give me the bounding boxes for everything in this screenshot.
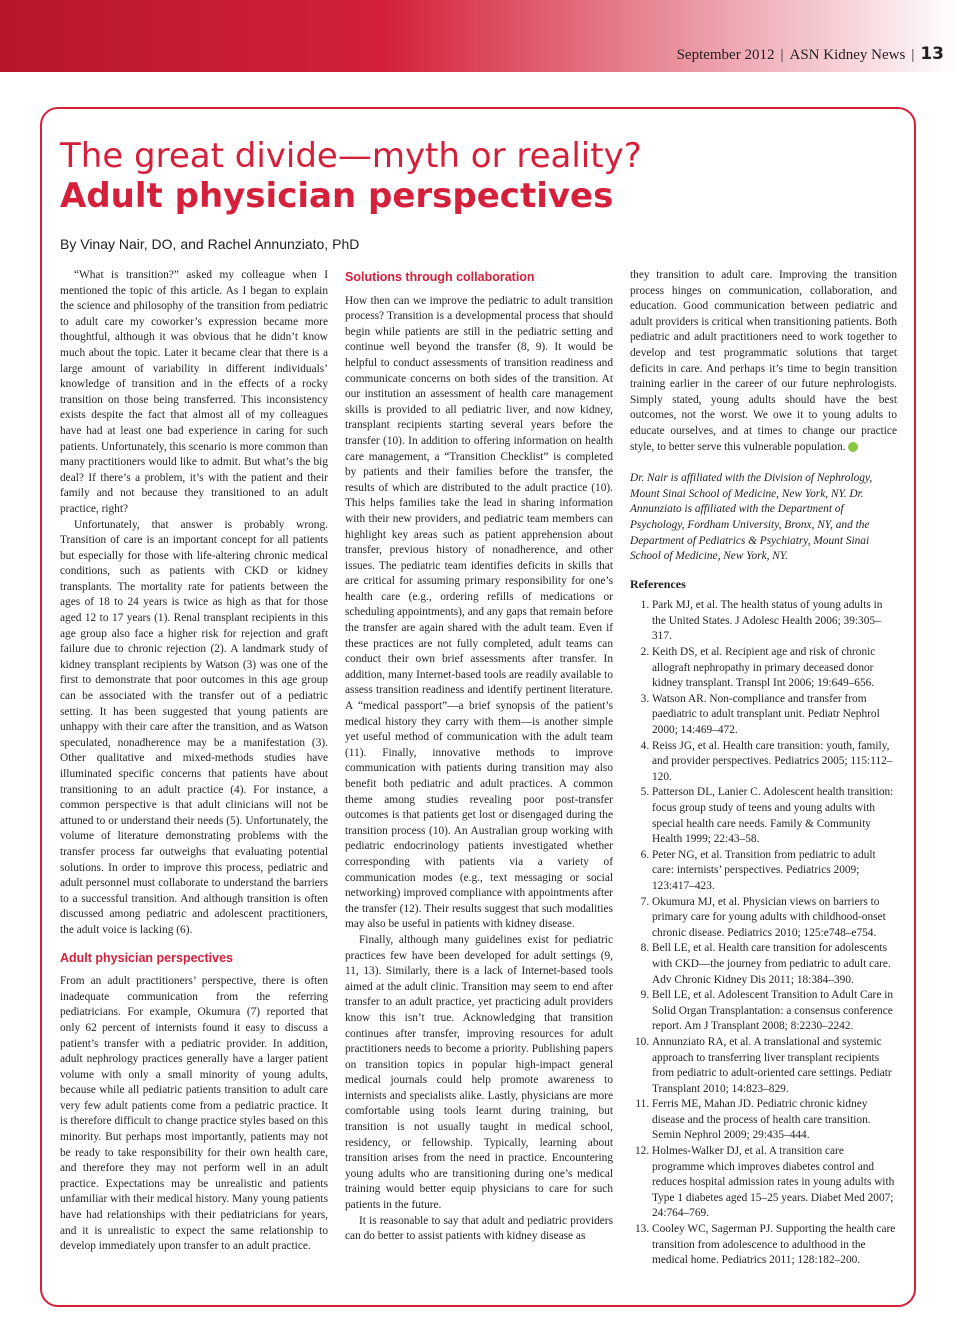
paragraph: It is reasonable to say that adult and pediatric providers can do better to assist patients with kidney disease as	[345, 1214, 613, 1243]
reference-item: 2. Keith DS, et al. Recipient age and risk of chronic allograft nephropathy in primary deceased donor kidney transplant. Transpl Int 2006; 19:649–656.	[652, 645, 897, 692]
issue-date: September 2012	[676, 47, 775, 63]
author-affiliation: Dr. Nair is affiliated with the Division of Nephrology, Mount Sinai School of Medicine, New York, NY. Dr. Annunziato is affiliated with the Department of Psychology, Fordham University, Bronx, NY, and the Department of Pediatrics & Psychiatry, Mount Sinai School of Medicine, New York, NY.	[630, 472, 873, 563]
section-heading: Adult physician perspectives	[60, 950, 233, 965]
byline: By Vinay Nair, DO, and Rachel Annunziato, PhD	[60, 236, 360, 252]
references-heading: References	[630, 576, 686, 591]
reference-item: 10. Annunziato RA, et al. A translational and systemic approach to transferring liver transplant recipients from pediatric to adult-oriented care settings. Pediatr Transplant 2010; 14:823–829.	[652, 1035, 897, 1097]
paragraph: Unfortunately, that answer is probably wrong. Transition of care is an important concept for all patients but especially for those with life-altering chronic medical conditions, such as patients with CKD or kidney transplants. The mortality rate for patients between the ages of 18 to 24 years is twice as high as that for those aged 12 to 17 years (1). Renal transplant recipients in this age group also face a higher risk for rejection and graft failure due to chronic rejection (2). A landmark study of kidney transplant recipients by Watson (3) was one of the first to demonstrate that poor outcomes in this age group can be associated with the transfer out of a pediatric setting. It has been suggested that young patients are unhappy with their care after the transition, and as Watson speculated, nonadherence may be a manifestation (3). Other qualitative and mixed-methods studies have illuminated specific concerns that patients have about transitioning to an adult practice (4). For instance, a common perspective is that adult clinicians will not be attuned to or understand their needs (5). Unfortunately, the volume of literature demonstrating problems with the transfer process far outweighs that evaluating potential solutions. In order to improve this process, pediatric and adult personnel must collaborate to understand the barriers to a successful transition. And although transition is often discussed among pediatric and adolescent practitioners, the adult voice is lacking (6).	[60, 518, 328, 936]
column-1	[60, 268, 328, 1255]
reference-item: 12. Holmes-Walker DJ, et al. A transition care programme which improves diabetes control and reduces hospital admission rates in young adults with Type 1 diabetes aged 15–25 years. Diabet Med 2007; 24:764–769.	[652, 1144, 897, 1222]
reference-item: 8. Bell LE, et al. Health care transition for adolescents with CKD—the journey from pediatric to adult care. Adv Chronic Kidney Dis 2011; 18:384–390.	[652, 941, 897, 988]
header-separator: |	[780, 47, 784, 63]
reference-item: 3. Watson AR. Non-compliance and transfer from paediatric to adult transplant unit. Pediatr Nephrol 2000; 14:469–472.	[652, 692, 897, 739]
running-header	[677, 44, 944, 64]
column-2	[345, 268, 613, 1245]
article-title	[60, 136, 642, 216]
paragraph: Finally, although many guidelines exist for pediatric practices few have been developed for adult settings (9, 11, 13). Similarly, there is a lack of Internet-based tools aimed at the adult clinic. Transition may seem to end after transfer to an adult practice, yet practicing adult providers know this isn’t true. Acknowledging that transition continues after transfer, improving resources for adult practitioners needs to become a priority. Publishing papers on transition topics in popular high-impact general medical journals could help promote awareness to internists and specialists alike. Lastly, physicians are more comfortable using tools learnt during training, but transition is not usually taught in medical school, residency, or fellowship. Typically, learning about transition arises from the need in practice. Encountering young adults who are transitioning during one’s medical training would better equip physicians to care for such patients in the future.	[345, 933, 613, 1212]
end-of-article-marker-icon	[848, 442, 858, 452]
reference-item: 13. Cooley WC, Sagerman PJ. Supporting the health care transition from adolescence to adulthood in the medical home. Pediatrics 2011; 128:182–200.	[652, 1222, 897, 1269]
publication-name: ASN Kidney News	[789, 47, 906, 63]
reference-item: 11. Ferris ME, Mahan JD. Pediatric chronic kidney disease and the process of health care transition. Semin Nephrol 2009; 29:435–444.	[652, 1097, 897, 1144]
paragraph: How then can we improve the pediatric to adult transition process? Transition is a developmental process that should begin while patients are still in the pediatric setting and continue well beyond the transfer (8, 9). It would be helpful to conduct assessments of transition readiness and communicate concerns on both sides of the transition. At our institution an assessment of health care management skills is provided to all pediatric liver, and now kidney, transplant recipients starting several years before the transfer (10). In addition to offering information on health care management, a “Transition Checklist” is completed by patients and their families before the transfer, the results of which are distributed to the adult practice (10). This helps families take the lead in sharing information with their new providers, and pediatric team members can highlight key areas such as patient apprehension about transfer, previous history of nonadherence, and other issues. The pediatric team identifies deficits in skills that are critical for assuming primary responsibility for one’s health care (e.g., ordering refills of medications or scheduling appointments), and any gaps that remain before the transfer are again shared with the adult team. Even if these practices are not fully completed, adult teams can conduct their own brief assessments after transfer. In addition, many Internet-based tools are readily available to assess transition readiness and identify pertinent literature. A “medical passport”—a brief synopsis of the patient’s medical history they carry with them—is another simple yet useful method of communication with the adult team (11). Finally, innovative methods to improve communication with patients during transition may also benefit both pediatric and adult practices. A common theme among studies revealing poor post-transfer outcomes is that patients get lost or disengaged during the transition process (10). An Australian group working with pediatric endocrinology patients investigated whether corresponding with patients via a variety of communication modes (e.g., text messaging or social networking) improved compliance with appointments after the transfer (12). Their results suggest that such modalities may also be useful in patients with kidney disease.	[345, 294, 613, 931]
references-list	[630, 598, 897, 1269]
header-separator: |	[911, 47, 915, 63]
section-heading: Solutions through collaboration	[345, 270, 535, 284]
paragraph: “What is transition?” asked my colleague when I mentioned the topic of this article. As I began to explain the science and philosophy of the transition from pediatric to adult care my coworker’s expression became more thoughtful, although it was obvious that he didn’t know much about the topic. Later it became clear that there is a large amount of variability in different individuals’ knowledge of transition and in the effects of a rocky transition on those being transferred. This inconsistency exists despite the fact that almost all of my colleagues have had at least one bad experience in caring for such patients. Unfortunately, this scenario is more common than many practitioners would like to admit. But what’s the big deal? If there’s a problem, it’s with the patient and their family and not because they transitioned to an adult practice, right?	[60, 269, 328, 515]
paragraph	[630, 268, 897, 455]
title-line-2: Adult physician perspectives	[60, 176, 614, 216]
column-3	[630, 268, 897, 1269]
reference-item: 6. Peter NG, et al. Transition from pediatric to adult care: internists’ perspectives. Pediatrics 2009; 123:417–423.	[652, 848, 897, 895]
reference-item: 7. Okumura MJ, et al. Physician views on barriers to primary care for young adults with childhood-onset chronic disease. Pediatrics 2010; 125:e748–e754.	[652, 895, 897, 942]
title-line-1: The great divide—myth or reality?	[60, 136, 642, 176]
closing-paragraph-text: they transition to adult care. Improving the transition process hinges on communication, collaboration, and education. Good communication between pediatric and adult providers is critical when transitioning patients. Both pediatric and adult practitioners need to work together to develop and test programmatic solutions that target deficits in care. And perhaps it’s time to begin transition training earlier in the career of our future nephrologists. Simply stated, young adults should have the best outcomes, not the worst. We owe it to young adults to educate ourselves, and at times to change our practice style, to better serve this vulnerable population.	[630, 269, 897, 453]
reference-item: 4. Reiss JG, et al. Health care transition: youth, family, and provider perspectives. Pediatrics 2005; 115:112–120.	[652, 739, 897, 786]
reference-item: 5. Patterson DL, Lanier C. Adolescent health transition: focus group study of teens and young adults with special health care needs. Family & Community Health 1999; 22:43–58.	[652, 785, 897, 847]
page-number: 13	[920, 44, 944, 64]
reference-item: 9. Bell LE, et al. Adolescent Transition to Adult Care in Solid Organ Transplantation: a consensus conference report. Am J Transplant 2008; 8:2230–2242.	[652, 988, 897, 1035]
paragraph: From an adult practitioners’ perspective, there is often inadequate communication from the referring pediatricians. For example, Okumura (7) reported that only 62 percent of internists found it easy to discuss a patient’s transfer with a pediatric provider. In addition, adult nephrology practices generally have a larger patient volume with only a small minority of young adults, because while all pediatric patients transition to adult care very few adult patients come from a pediatric practice. It is therefore difficult to change practice styles based on this minority. But perhaps most importantly, patients may not be ready to take responsibility for their own health care, and therefore they may not perform well in an adult practice. Expectations may be unrealistic and patients unfamiliar with their medical history. Many young patients have had relationships with their pediatricians for years, and it is unrealistic to expect the same relationship to develop immediately upon transfer to an adult practice.	[60, 975, 328, 1253]
reference-item: 1. Park MJ, et al. The health status of young adults in the United States. J Adolesc Health 2006; 39:305–317.	[652, 598, 897, 645]
